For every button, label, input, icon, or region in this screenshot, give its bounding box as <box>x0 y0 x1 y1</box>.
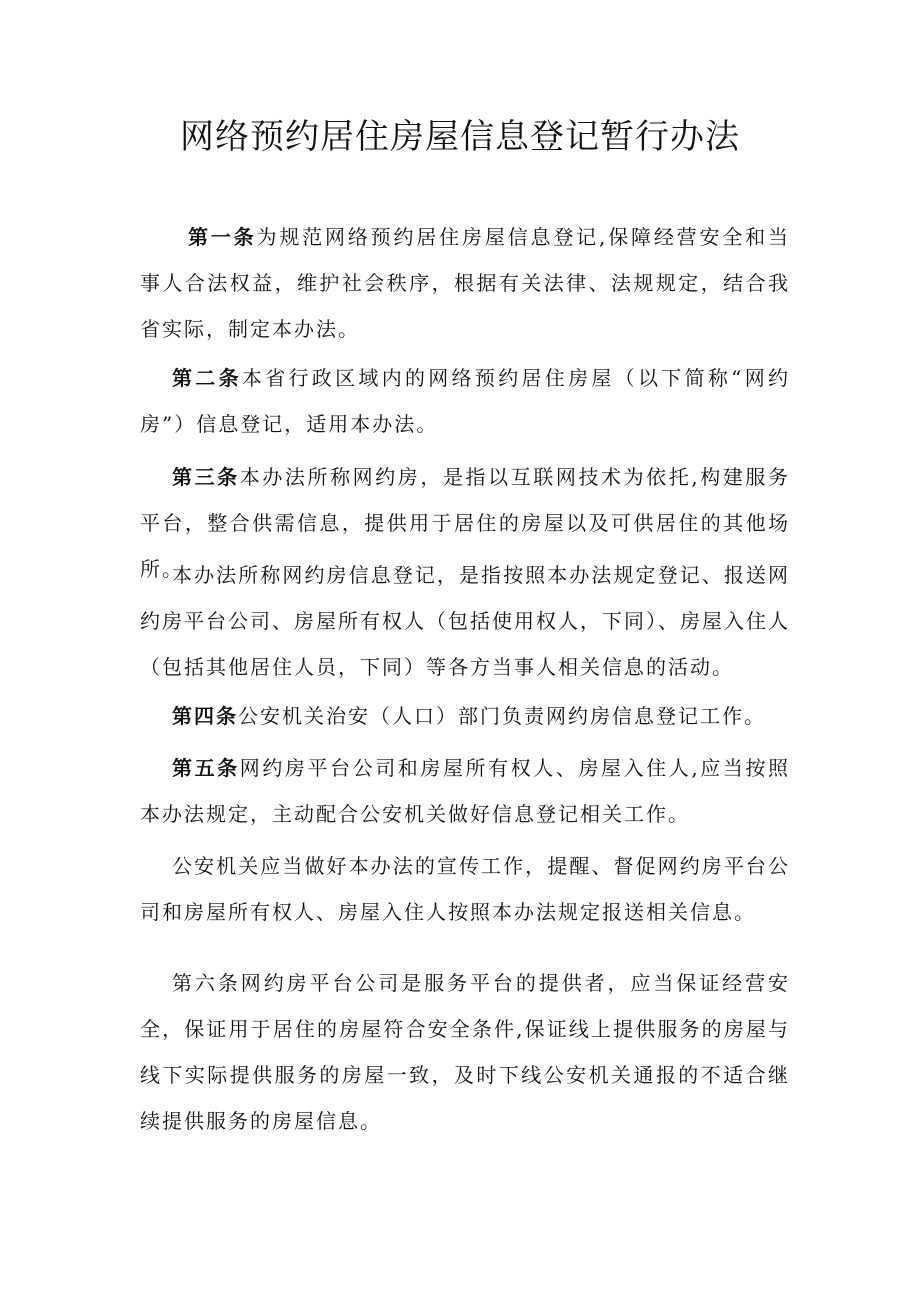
paragraph-article-5-continued <box>140 843 790 935</box>
paragraph-text: 本办法所称网约房，是指以互联网技术为依托,构建服务平台，整合供需信息，提供用于居住的房屋以及可供居住的其他场所。 <box>140 465 791 581</box>
article-number: 第三条 <box>172 465 240 489</box>
paragraph-article-1 <box>140 214 790 352</box>
article-number: 第一条 <box>188 225 257 249</box>
paragraph-text: 本省行政区域内的网络预约居住房屋（以下简称“网约房”）信息登记，适用本办法。 <box>140 366 791 436</box>
paragraph-article-6 <box>140 960 790 1144</box>
document-title: 网络预约居住房屋信息登记暂行办法 <box>180 117 740 157</box>
paragraph-text: 为规范网络预约居住房屋信息登记,保障经营安全和当事人合法权益，维护社会秩序，根据有关法律、法规规定，结合我省实际，制定本办法。 <box>140 225 791 341</box>
article-number: 第五条 <box>172 756 240 780</box>
paragraph-article-5 <box>140 745 790 837</box>
article-number: 第二条 <box>172 366 242 390</box>
paragraph-text: 公安机关治安（人口）部门负责网约房信息登记工作。 <box>238 704 766 728</box>
paragraph-text: 网约房平台公司和房屋所有权人、房屋入住人,应当按照本办法规定，主动配合公安机关做好信息登记相关工作。 <box>140 756 791 826</box>
paragraph-text: 本办法所称网约房信息登记，是指按照本办法规定登记、报送网约房平台公司、房屋所有权人（包括使用权人，下同）、房屋入住人（包括其他居住人员，下同）等各方当事人相关信息的活动。 <box>140 563 790 679</box>
paragraph-text: 公安机关应当做好本办法的宣传工作，提醒、督促网约房平台公司和房屋所有权人、房屋入住人按照本办法规定报送相关信息。 <box>140 854 790 924</box>
article-number: 第四条 <box>172 704 238 728</box>
paragraph-text: 第六条网约房平台公司是服务平台的提供者，应当保证经营安全，保证用于居住的房屋符合安全条件,保证线上提供服务的房屋与线下实际提供服务的房屋一致，及时下线公安机关通报的不适合继续提供服务的房屋信息。 <box>140 971 790 1133</box>
paragraph-article-2 <box>140 355 790 447</box>
paragraph-article-4 <box>140 693 790 739</box>
paragraph-article-3-continued <box>140 552 790 690</box>
